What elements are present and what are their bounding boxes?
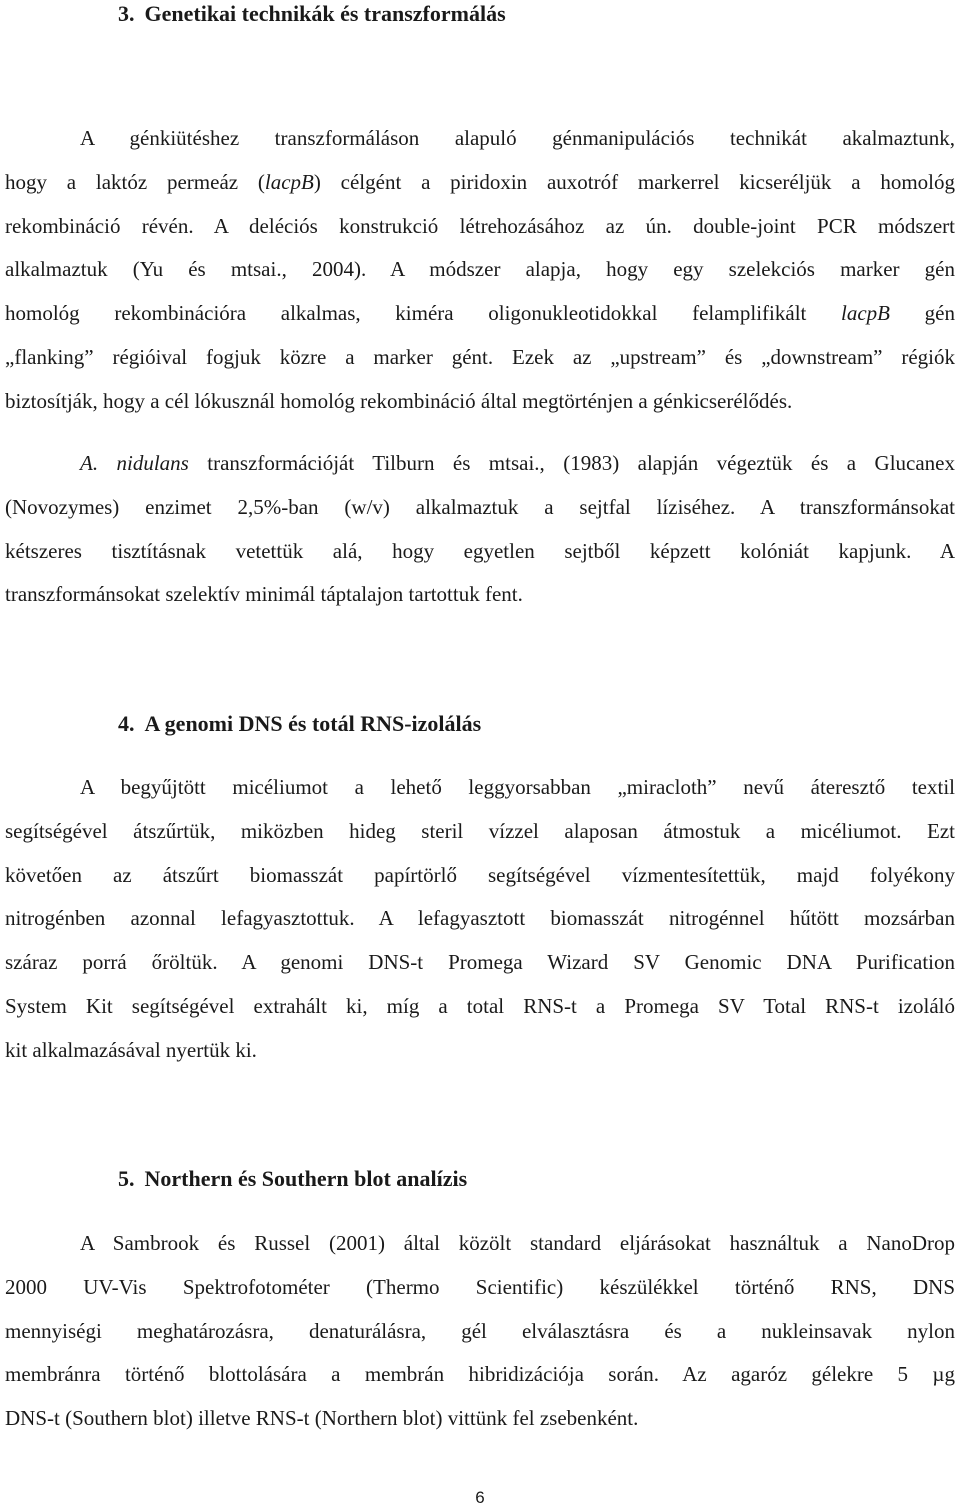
text-run: gén xyxy=(890,301,955,326)
section-title: A genomi DNS és totál RNS-izolálás xyxy=(144,711,482,736)
text-line: biztosítják, hogy a cél lókusznál homológ rekombináció által megtörténjen a génkicserélődés. xyxy=(5,388,793,413)
text-line: transzformánsokat szelektív minimál táptalajon tartottuk fent. xyxy=(5,582,523,607)
page-number: 6 xyxy=(475,1488,485,1507)
paragraph-blot-analysis xyxy=(5,1222,955,1441)
section-title: Northern és Southern blot analízis xyxy=(144,1166,468,1191)
text-run: ) célgént a piridoxin auxotróf markerrel kicseréljük a homológ xyxy=(313,169,955,194)
text-line: mennyiségi meghatározásra, denaturálásra, gél elválasztásra és a nukleinsavak nylon xyxy=(5,1318,955,1343)
text-line: A begyűjtött micéliumot a lehető leggyorsabban „miracloth” nevű áteresztő textil xyxy=(80,775,955,799)
text-line: DNS-t (Southern blot) illetve RNS-t (Northern blot) vittünk fel zsebenként. xyxy=(5,1406,639,1431)
text-line: „flanking” régióival fogjuk közre a marker gént. Ezek az „upstream” és „downstream” régiók xyxy=(5,344,955,369)
text-line: (Novozymes) enzimet 2,5%-ban (w/v) alkalmaztuk a sejtfal líziséhez. A transzformánsokat xyxy=(5,494,955,519)
text-line: A génkiütéshez transzformáláson alapuló génmanipulációs technikát akalmaztunk, xyxy=(80,126,955,150)
gene-name: lacpB xyxy=(841,301,891,326)
section-heading-3 xyxy=(118,1,506,27)
text-line: 2000 UV-Vis Spektrofotométer (Thermo Scientific) készülékkel történő RNS, DNS xyxy=(5,1274,955,1299)
text-line: száraz porrá őröltük. A genomi DNS-t Promega Wizard SV Genomic DNA Purification xyxy=(5,950,955,975)
section-title: Genetikai technikák és transzformálás xyxy=(144,1,506,26)
text-run: homológ rekombinációra alkalmas, kiméra oligonukleotidokkal felamplifikált xyxy=(5,301,842,326)
text-line: segítségével átszűrtük, miközben hideg steril vízzel alaposan átmostuk a micéliumot. Ezt xyxy=(5,818,955,843)
text-line: kit alkalmazásával nyertük ki. xyxy=(5,1037,257,1062)
text-line: alkalmaztuk (Yu és mtsai., 2004). A módszer alapja, hogy egy szelekciós marker gén xyxy=(5,257,955,282)
section-number: 3. xyxy=(118,1,135,26)
gene-name: lacpB xyxy=(264,169,314,194)
text-line: A Sambrook és Russel (2001) által közölt standard eljárásokat használtuk a NanoDrop xyxy=(80,1231,955,1255)
text-line: System Kit segítségével extrahált ki, míg a total RNS-t a Promega SV Total RNS-t izoláló xyxy=(5,993,955,1018)
section-heading-5 xyxy=(118,1166,467,1192)
text-line: követően az átszűrt biomasszát papírtörlő segítségével vízmentesítettük, majd folyékony xyxy=(5,862,955,887)
paragraph-dna-rna-isolation xyxy=(5,766,955,1073)
section-number: 5. xyxy=(118,1166,135,1191)
text-line: membránra történő blottolására a membrán hibridizációja során. Az agaróz gélekre 5 µg xyxy=(5,1362,955,1387)
paragraph-transformation xyxy=(5,442,955,617)
text-line: nitrogénben azonnal lefagyasztottuk. A lefagyasztott biomasszát nitrogénnel hűtött mozsárban xyxy=(5,906,955,931)
text-run: hogy a laktóz permeáz ( xyxy=(5,169,265,194)
text-line xyxy=(5,161,955,205)
section-number: 4. xyxy=(118,711,135,736)
section-heading-4 xyxy=(118,711,481,737)
text-line: rekombináció révén. A deléciós konstrukció létrehozásához az ún. double-joint PCR módszert xyxy=(5,213,955,238)
paragraph-lacpb-deletion xyxy=(5,117,955,424)
species-name: A. nidulans xyxy=(80,451,189,475)
text-line xyxy=(5,292,955,336)
text-line: kétszeres tisztításnak vetettük alá, hogy egyetlen sejtből képzett kolóniát kapjunk. A xyxy=(5,538,955,563)
text-run: transzformációját Tilburn és mtsai., (1983) alapján végeztük és a Glucanex xyxy=(188,451,956,475)
text-line xyxy=(5,442,955,486)
